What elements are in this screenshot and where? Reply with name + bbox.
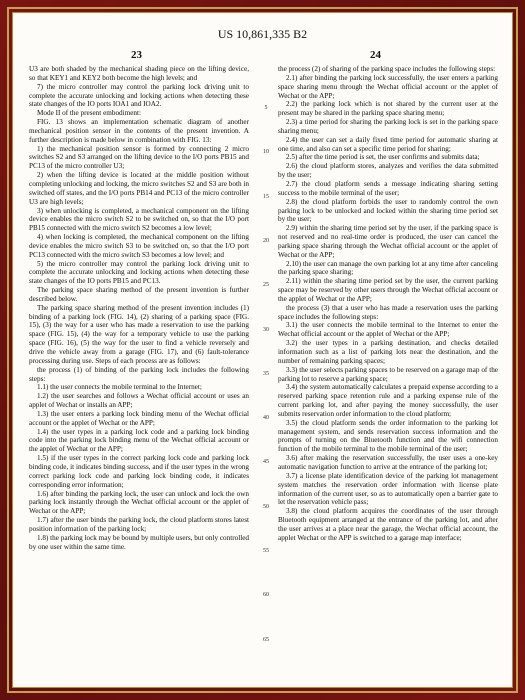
line-number: 5	[264, 105, 268, 111]
line-number: 25	[263, 282, 269, 289]
paragraph: 3.2) the user types in a parking destination, and checks detailed information such as a list of parking lots near the destination, and the number of remaining parking spaces;	[278, 339, 498, 365]
line-number: 50	[263, 503, 269, 510]
paragraph: 2.1) after binding the parking lock successfully, the user enters a parking space sharing menu through the Wechat official account or the applet of Wechat or the APP;	[278, 73, 498, 100]
paragraph: 2.10) the user can manage the own parking lot at any time after canceling the parking space sharing;	[278, 259, 498, 277]
paragraph: 7) the micro controller may control the parking lock driving unit to complete the accurate unlocking and locking actions when detecting these state changes of the IO ports IOA1 and IOA2.	[29, 82, 249, 109]
paragraph: 3) when unlocking is completed, a mechanical component on the lifting device enables the micro switch S2 to be switched on, so that the I/O port PB15 connected with the micro switch S2 becomes a low level;	[29, 206, 249, 233]
line-number: 60	[263, 592, 269, 599]
paragraph: 4) when locking is completed, the mechanical component on the lifting device enables the micro switch S3 to be switched on, so that the I/O port PC13 connected with the micro switch S3 becomes a low level; and	[29, 233, 249, 259]
right-column	[278, 65, 498, 543]
paragraph: The parking space sharing method of the present invention includes (1) binding of a parking lock (FIG. 14), (2) sharing of a parking space (FIG. 15), (3) the way for a user who has made a reservation to use the parking space (FIG. 15), (4) the way for a temporary vehicle to use the parking space (FIG. 16), (5) the way for the user to find a vehicle reversely and drive the vehicle away from a garage (FIG. 17), and (6) fault-tolerance processing during use. Steps of each process are as follows:	[29, 303, 249, 365]
line-number: 65	[263, 636, 269, 643]
line-number: 30	[263, 326, 269, 333]
paragraph: 1.8) the parking lock may be bound by multiple users, but only controlled by one user within the same time.	[29, 533, 249, 551]
line-number: 20	[263, 237, 269, 244]
paragraph: the process (2) of sharing of the parking space includes the following steps:	[278, 65, 496, 73]
left-column-number: 23	[131, 49, 142, 61]
right-column-number: 24	[370, 49, 381, 61]
paragraph: the process (3) that a user who has made a reservation uses the parking space includes the following steps:	[278, 303, 498, 321]
paragraph: 3.6) after making the reservation successfully, the user uses a one-key automatic navigation function to arrive at the entrance of the parking lot;	[278, 454, 498, 471]
paragraph: 2.6) the cloud platform stores, analyzes and verifies the data submitted by the user;	[278, 162, 498, 180]
paragraph: 3.4) the system automatically calculates a prepaid expense according to a reserved parking space retention rule and a parking expense rule of the current parking lot, and after paying the money successfully, the user submits reservation order information to the cloud platform;	[278, 383, 498, 418]
paragraph: 2.4) the user can set a daily fixed time period for automatic sharing at one time, and also can set a specific time period for sharing;	[278, 135, 498, 153]
line-number: 35	[263, 370, 269, 377]
patent-page	[12, 12, 513, 688]
paragraph: 2.3) a time period for sharing the parking lock is set in the parking space sharing menu;	[278, 118, 498, 135]
paragraph: 3.3) the user selects parking spaces to be reserved on a garage map of the parking lot to reserve a parking space;	[278, 365, 498, 383]
paragraph: 3.7) a license plate identification device of the parking lot management system matches the reservation order information with license plate information of the current user, so as to automatically open a barrier gate to let the reservation vehicle pass;	[278, 471, 498, 507]
paragraph: The parking space sharing method of the present invention is further described below.	[29, 286, 249, 303]
paragraph: 5) the micro controller may control the parking lock driving unit to complete the accurate unlocking and locking actions when detecting these state changes of the IO ports PB15 and PC13.	[29, 259, 249, 286]
paragraph: 1.4) the user types in a parking lock code and a parking lock binding code into the parking lock binding menu of the Wechat official account or the applet of Wechat or the APP;	[29, 427, 249, 454]
paragraph: 3.1) the user connects the mobile terminal to the Internet to enter the Wechat official account or the applet of Wechat or the APP;	[278, 321, 498, 339]
paragraph: 3.8) the cloud platform acquires the coordinates of the user through Bluetooth equipment arranged at the entrance of the parking lot, and after the user arrives at a place near the garage, the Wechat official account, the applet Wechat or the APP is switched to a garage map interface;	[278, 507, 498, 542]
paragraph: 1.3) the user enters a parking lock binding menu of the Wechat official account or the applet of Wechat or the APP;	[29, 409, 249, 427]
paragraph: the process (1) of binding of the parking lock includes the following steps:	[29, 365, 249, 383]
paragraph: FIG. 13 shows an implementation schematic diagram of another mechanical position sensor in the contents of the present invention. A further description is made below in combination with FIG. 13:	[29, 118, 249, 144]
line-number: 40	[263, 415, 269, 422]
paragraph: 2.7) the cloud platform sends a message indicating sharing setting success to the mobile terminal of the user;	[278, 179, 498, 197]
paragraph: 3.5) the cloud platform sends the order information to the parking lot management system, and sends reservation success information and the prompts of turning on the Bluetooth function and the wifi connection function of the mobile terminal to the mobile terminal of the user;	[278, 418, 498, 454]
paragraph: 2.9) within the sharing time period set by the user, if the parking space is not reserved and no real-time order is produced, the user can cancel the parking space sharing through the Wechat official account or the applet of Wechat or the APP;	[278, 224, 498, 259]
paragraph: 2.8) the cloud platform forbids the user to randomly control the own parking lock to be unlocked and locked within the sharing time period set by the user;	[278, 197, 498, 224]
left-column	[29, 65, 249, 551]
paragraph: 1.5) if the user types in the correct parking lock code and parking lock binding code, it indicates binding success, and if the user types in the wrong correct parking lock code and parking lock binding code, it indicates corresponding error information;	[29, 454, 249, 489]
paragraph: 2) when the lifting device is located at the middle position without completing unlocking and locking, the micro switches S2 and S3 are both in switched off states, and the I/O ports PB14 and PC13 of the micro controller U3 are high levels;	[29, 171, 249, 206]
paragraph: 1.6) after binding the parking lock, the user can unlock and lock the own parking lock instantly through the Wechat official account or the applet of Wechat or the APP;	[29, 489, 249, 516]
line-number: 55	[263, 548, 269, 554]
paragraph: 2.5) after the time period is set, the user confirms and submits data;	[286, 153, 480, 162]
paragraph: 1.1) the user connects the mobile terminal to the Internet;	[37, 383, 202, 392]
paragraph: 1.7) after the user binds the parking lock, the cloud platform stores latest position information of the parking lock;	[29, 516, 249, 533]
paragraph: U3 are both shaded by the mechanical shading piece on the lifting device, so that KEY1 and KEY2 both become the high levels; and	[29, 65, 249, 82]
paragraph: 2.2) the parking lock which is not shared by the current user at the present may be shared in the parking space sharing menu;	[278, 100, 498, 118]
paragraph: 1.2) the user searches and follows a Wechat official account or uses an applet of Wechat or installs an APP;	[29, 392, 249, 410]
line-number: 15	[263, 193, 269, 200]
paragraph: 2.11) within the sharing time period set by the user, the current parking space may be reserved by other users through the Wechat official account or the applet of Wechat or the APP;	[278, 277, 498, 303]
line-number: 10	[263, 149, 269, 156]
paragraph: Mode II of the present embodiment:	[37, 109, 141, 118]
patent-number: US 10,861,335 B2	[217, 27, 308, 41]
line-number: 45	[263, 459, 269, 466]
paragraph: 1) the mechanical position sensor is formed by connecting 2 micro switches S2 and S3 arranged on the lifting device to the I/O ports PB15 and PC13 of the micro controller U3;	[29, 144, 249, 171]
